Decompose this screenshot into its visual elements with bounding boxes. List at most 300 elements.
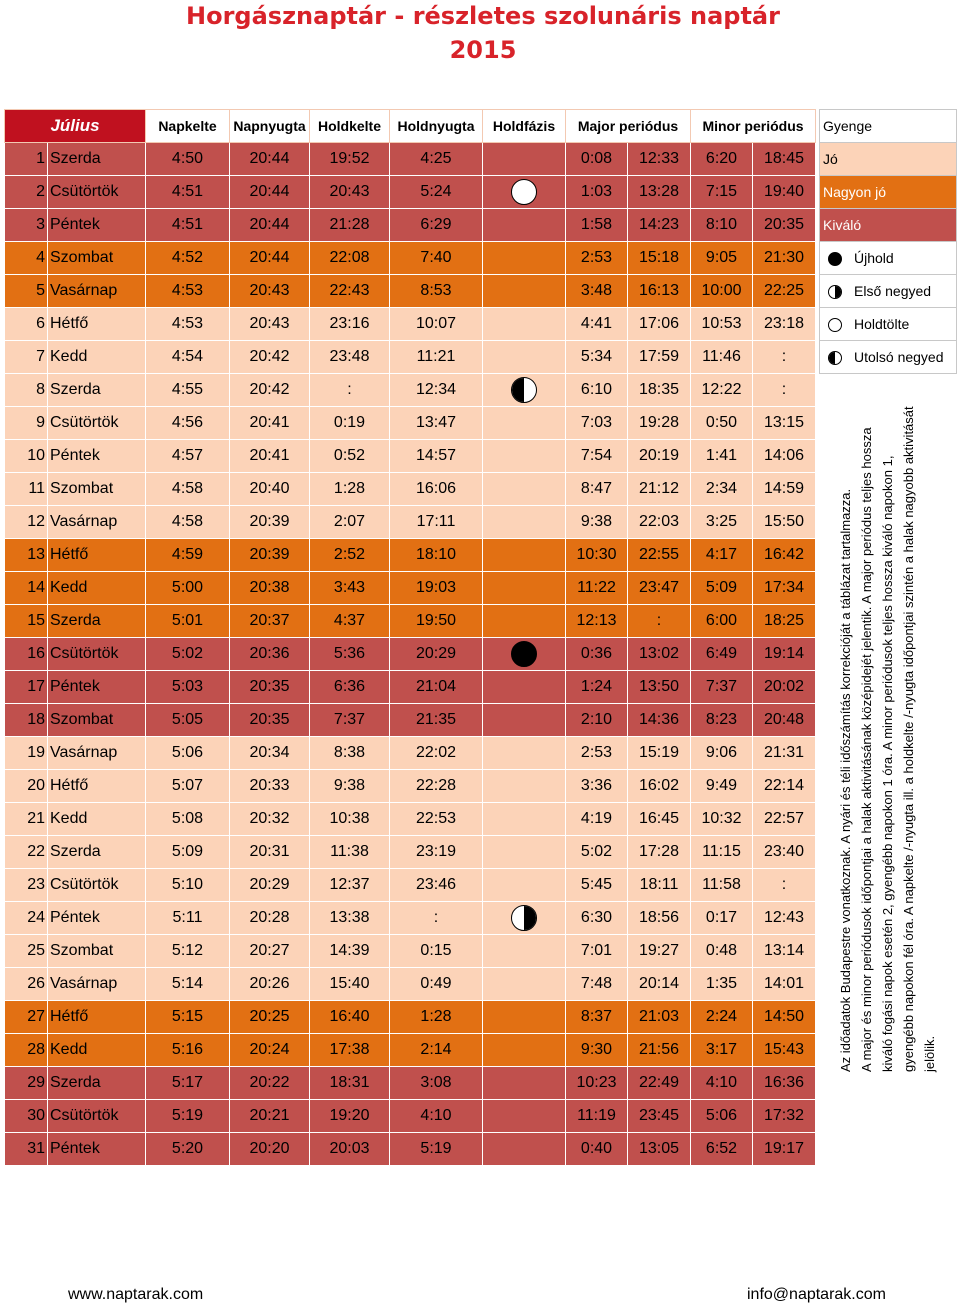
day-number: 29 — [5, 1067, 48, 1100]
major-period-1: 5:34 — [566, 341, 628, 374]
moon-phase-cell — [483, 770, 566, 803]
minor-period-2: 14:50 — [753, 1001, 816, 1034]
minor-period-1: 2:24 — [691, 1001, 753, 1034]
major-period-2: 21:56 — [628, 1034, 691, 1067]
major-period-1: 2:53 — [566, 242, 628, 275]
day-name: Csütörtök — [48, 869, 146, 902]
minor-period-1: 9:05 — [691, 242, 753, 275]
day-number: 21 — [5, 803, 48, 836]
sunrise-time: 5:10 — [146, 869, 230, 902]
moon-phase-cell — [483, 143, 566, 176]
table-row — [5, 902, 816, 935]
moon-phase-cell — [483, 341, 566, 374]
legend-phase-new — [820, 242, 957, 275]
moon-phase-cell — [483, 473, 566, 506]
day-number: 5 — [5, 275, 48, 308]
moon-phase-cell — [483, 935, 566, 968]
table-row — [5, 506, 816, 539]
moon-phase-cell — [483, 638, 566, 671]
table-row — [5, 572, 816, 605]
day-name: Szerda — [48, 605, 146, 638]
sunrise-time: 4:55 — [146, 374, 230, 407]
moon-phase-cell — [483, 836, 566, 869]
moon-phase-cell — [483, 275, 566, 308]
major-period-1: 7:01 — [566, 935, 628, 968]
moon-phase-cell — [483, 209, 566, 242]
sunrise-time: 5:07 — [146, 770, 230, 803]
minor-period-2: 21:30 — [753, 242, 816, 275]
minor-period-1: 11:46 — [691, 341, 753, 374]
sunset-time: 20:39 — [230, 539, 310, 572]
day-name: Szerda — [48, 836, 146, 869]
moonset-time: 3:08 — [390, 1067, 483, 1100]
table-row — [5, 704, 816, 737]
moonrise-time: 1:28 — [310, 473, 390, 506]
day-name: Szombat — [48, 242, 146, 275]
day-name: Szombat — [48, 704, 146, 737]
sunset-time: 20:29 — [230, 869, 310, 902]
minor-period-1: 11:58 — [691, 869, 753, 902]
moonset-time: 21:35 — [390, 704, 483, 737]
moonrise-time: 12:37 — [310, 869, 390, 902]
minor-period-1: 3:25 — [691, 506, 753, 539]
moonset-time: 16:06 — [390, 473, 483, 506]
moonset-time: 20:29 — [390, 638, 483, 671]
sunset-time: 20:22 — [230, 1067, 310, 1100]
sunrise-time: 5:17 — [146, 1067, 230, 1100]
minor-period-2: 20:02 — [753, 671, 816, 704]
moon-phase-cell — [483, 539, 566, 572]
sunset-time: 20:37 — [230, 605, 310, 638]
day-number: 30 — [5, 1100, 48, 1133]
sunrise-time: 4:58 — [146, 506, 230, 539]
major-period-2: 13:05 — [628, 1133, 691, 1166]
day-number: 9 — [5, 407, 48, 440]
table-row — [5, 605, 816, 638]
sunrise-time: 4:57 — [146, 440, 230, 473]
sunrise-time: 4:51 — [146, 209, 230, 242]
table-row — [5, 1133, 816, 1166]
minor-period-1: 8:23 — [691, 704, 753, 737]
major-period-2: 14:23 — [628, 209, 691, 242]
moonset-time: 22:53 — [390, 803, 483, 836]
table-row — [5, 671, 816, 704]
header-row — [5, 110, 816, 143]
table-row — [5, 1034, 816, 1067]
major-period-2: 22:55 — [628, 539, 691, 572]
table-row — [5, 308, 816, 341]
major-period-1: 11:22 — [566, 572, 628, 605]
day-number: 19 — [5, 737, 48, 770]
day-name: Szombat — [48, 935, 146, 968]
moonrise-time: 15:40 — [310, 968, 390, 1001]
legend-rating-gyenge: Gyenge — [820, 110, 957, 143]
minor-period-2: 18:25 — [753, 605, 816, 638]
minor-period-1: 9:06 — [691, 737, 753, 770]
minor-period-2: 14:01 — [753, 968, 816, 1001]
major-period-2: 17:59 — [628, 341, 691, 374]
minor-period-2: 12:43 — [753, 902, 816, 935]
moonrise-time: 16:40 — [310, 1001, 390, 1034]
table-row — [5, 1100, 816, 1133]
day-number: 4 — [5, 242, 48, 275]
minor-period-2: 22:25 — [753, 275, 816, 308]
day-name: Péntek — [48, 440, 146, 473]
major-period-1: 7:48 — [566, 968, 628, 1001]
major-period-1: 8:47 — [566, 473, 628, 506]
moonrise-time: 19:52 — [310, 143, 390, 176]
sunrise-time: 5:00 — [146, 572, 230, 605]
first-quarter-moon-icon — [828, 285, 842, 299]
day-name: Szombat — [48, 473, 146, 506]
moon-phase-cell — [483, 1001, 566, 1034]
major-period-1: 7:03 — [566, 407, 628, 440]
major-period-2: 18:56 — [628, 902, 691, 935]
day-name: Vasárnap — [48, 968, 146, 1001]
footer-website-link[interactable]: www.naptarak.com — [68, 1286, 204, 1303]
moonrise-time: 8:38 — [310, 737, 390, 770]
sunrise-time: 4:59 — [146, 539, 230, 572]
legend-phase-full — [820, 308, 957, 341]
sunset-time: 20:41 — [230, 407, 310, 440]
sunrise-time: 4:50 — [146, 143, 230, 176]
minor-period-2: 14:59 — [753, 473, 816, 506]
table-row — [5, 869, 816, 902]
moonset-time: 4:10 — [390, 1100, 483, 1133]
minor-period-2: 20:35 — [753, 209, 816, 242]
major-period-1: 3:36 — [566, 770, 628, 803]
major-period-1: 9:38 — [566, 506, 628, 539]
day-number: 12 — [5, 506, 48, 539]
major-period-2: : — [628, 605, 691, 638]
moonset-time: 4:25 — [390, 143, 483, 176]
minor-period-2: 15:43 — [753, 1034, 816, 1067]
minor-period-2: 23:18 — [753, 308, 816, 341]
moonset-time: 18:10 — [390, 539, 483, 572]
moon-phase-cell — [483, 803, 566, 836]
table-row — [5, 737, 816, 770]
day-number: 16 — [5, 638, 48, 671]
day-name: Péntek — [48, 671, 146, 704]
sunset-time: 20:34 — [230, 737, 310, 770]
day-number: 31 — [5, 1133, 48, 1166]
day-number: 6 — [5, 308, 48, 341]
moonrise-time: 10:38 — [310, 803, 390, 836]
minor-period-1: 6:00 — [691, 605, 753, 638]
major-period-1: 4:41 — [566, 308, 628, 341]
note-line: kiváló fogási napok esetén 2, gyengébb napokon 1 óra. A minor periódusok teljes hossza kiváló napokon 1, — [880, 455, 895, 1072]
table-row — [5, 1067, 816, 1100]
moon-phase-cell — [483, 407, 566, 440]
major-period-2: 20:14 — [628, 968, 691, 1001]
moonset-time: 12:34 — [390, 374, 483, 407]
sunset-time: 20:43 — [230, 308, 310, 341]
minor-period-2: 14:06 — [753, 440, 816, 473]
major-period-1: 3:48 — [566, 275, 628, 308]
moonset-time: 19:03 — [390, 572, 483, 605]
day-name: Csütörtök — [48, 638, 146, 671]
major-period-1: 2:10 — [566, 704, 628, 737]
minor-period-2: 17:32 — [753, 1100, 816, 1133]
minor-period-2: : — [753, 341, 816, 374]
sunrise-time: 4:51 — [146, 176, 230, 209]
page-title: Horgásznaptár - részletes szolunáris naptár — [186, 2, 780, 30]
moon-phase-cell — [483, 704, 566, 737]
footer-email-link[interactable]: info@naptarak.com — [747, 1286, 886, 1303]
day-number: 10 — [5, 440, 48, 473]
minor-period-2: 21:31 — [753, 737, 816, 770]
moon-phase-cell — [483, 737, 566, 770]
note-line: A major és minor periódusok időpontjai a halak aktivitásának középidejét jelentik. A major periódus teljes hossza — [859, 427, 874, 1072]
col-header-sunrise: Napkelte — [146, 110, 230, 143]
sunset-time: 20:36 — [230, 638, 310, 671]
major-period-1: 6:30 — [566, 902, 628, 935]
major-period-2: 21:12 — [628, 473, 691, 506]
minor-period-1: 10:53 — [691, 308, 753, 341]
moon-phase-cell — [483, 1034, 566, 1067]
day-name: Vasárnap — [48, 737, 146, 770]
day-name: Péntek — [48, 1133, 146, 1166]
sunrise-time: 4:54 — [146, 341, 230, 374]
major-period-1: 0:40 — [566, 1133, 628, 1166]
sunrise-time: 5:03 — [146, 671, 230, 704]
sunset-time: 20:33 — [230, 770, 310, 803]
moon-phase-cell — [483, 1067, 566, 1100]
major-period-1: 9:30 — [566, 1034, 628, 1067]
moon-phase-cell — [483, 869, 566, 902]
day-number: 26 — [5, 968, 48, 1001]
day-number: 11 — [5, 473, 48, 506]
major-period-1: 11:19 — [566, 1100, 628, 1133]
day-number: 24 — [5, 902, 48, 935]
minor-period-1: 4:17 — [691, 539, 753, 572]
moonset-time: 22:02 — [390, 737, 483, 770]
table-row — [5, 968, 816, 1001]
sunrise-time: 5:06 — [146, 737, 230, 770]
minor-period-1: 6:52 — [691, 1133, 753, 1166]
day-number: 14 — [5, 572, 48, 605]
sunset-time: 20:20 — [230, 1133, 310, 1166]
minor-period-2: 19:40 — [753, 176, 816, 209]
sunrise-time: 4:53 — [146, 275, 230, 308]
minor-period-2: 23:40 — [753, 836, 816, 869]
minor-period-2: 22:57 — [753, 803, 816, 836]
last-quarter-moon-icon — [828, 351, 842, 365]
day-number: 22 — [5, 836, 48, 869]
moonset-time: 8:53 — [390, 275, 483, 308]
moonrise-time: 22:08 — [310, 242, 390, 275]
minor-period-2: 16:42 — [753, 539, 816, 572]
sunset-time: 20:21 — [230, 1100, 310, 1133]
moonrise-time: 21:28 — [310, 209, 390, 242]
table-row — [5, 1001, 816, 1034]
moonrise-time: 13:38 — [310, 902, 390, 935]
minor-period-2: 17:34 — [753, 572, 816, 605]
moonrise-time: 20:43 — [310, 176, 390, 209]
note-line: Az időadatok Budapestre vonatkoznak. A nyári és téli időszámítás korrekcióját a táblázat tartalmazza. — [838, 488, 853, 1072]
sunset-time: 20:26 — [230, 968, 310, 1001]
major-period-1: 10:23 — [566, 1067, 628, 1100]
sunrise-time: 4:58 — [146, 473, 230, 506]
first-quarter-moon-icon — [511, 905, 537, 931]
moon-phase-cell — [483, 440, 566, 473]
col-header-moon-phase: Holdfázis — [483, 110, 566, 143]
minor-period-1: 9:49 — [691, 770, 753, 803]
note-line: gyengébb napokon fél óra. A napkelte /-nyugta ill. a holdkelte /-nyugta időpontjai szintén a halak nagyobb aktivitását — [901, 406, 916, 1072]
moon-phase-cell — [483, 605, 566, 638]
month-header: Július — [5, 110, 146, 143]
day-name: Szerda — [48, 374, 146, 407]
moonrise-time: 6:36 — [310, 671, 390, 704]
major-period-1: 2:53 — [566, 737, 628, 770]
sunrise-time: 5:01 — [146, 605, 230, 638]
minor-period-2: : — [753, 869, 816, 902]
sunset-time: 20:35 — [230, 671, 310, 704]
day-name: Csütörtök — [48, 176, 146, 209]
moonrise-time: 23:16 — [310, 308, 390, 341]
sunrise-time: 5:12 — [146, 935, 230, 968]
moonset-time: 14:57 — [390, 440, 483, 473]
major-period-2: 16:02 — [628, 770, 691, 803]
major-period-1: 6:10 — [566, 374, 628, 407]
day-name: Kedd — [48, 1034, 146, 1067]
day-number: 18 — [5, 704, 48, 737]
major-period-2: 18:35 — [628, 374, 691, 407]
minor-period-1: 12:22 — [691, 374, 753, 407]
major-period-1: 5:45 — [566, 869, 628, 902]
major-period-2: 20:19 — [628, 440, 691, 473]
full-moon-icon — [828, 318, 842, 332]
sunrise-time: 5:11 — [146, 902, 230, 935]
major-period-2: 18:11 — [628, 869, 691, 902]
moonrise-time: 2:07 — [310, 506, 390, 539]
major-period-2: 19:28 — [628, 407, 691, 440]
legend-phase-full-label: Holdtölte — [854, 315, 910, 332]
moonset-time: : — [390, 902, 483, 935]
sunrise-time: 5:08 — [146, 803, 230, 836]
sunset-time: 20:28 — [230, 902, 310, 935]
page-year: 2015 — [449, 36, 517, 64]
moonrise-time: 23:48 — [310, 341, 390, 374]
minor-period-1: 2:34 — [691, 473, 753, 506]
moonrise-time: 14:39 — [310, 935, 390, 968]
legend-rating-jo: Jó — [820, 143, 957, 176]
day-number: 23 — [5, 869, 48, 902]
minor-period-1: 5:06 — [691, 1100, 753, 1133]
sunrise-time: 5:14 — [146, 968, 230, 1001]
full-moon-icon — [511, 179, 537, 205]
sunrise-time: 4:53 — [146, 308, 230, 341]
day-number: 15 — [5, 605, 48, 638]
table-row — [5, 473, 816, 506]
moonrise-time: 9:38 — [310, 770, 390, 803]
major-period-2: 12:33 — [628, 143, 691, 176]
table-row — [5, 176, 816, 209]
sunrise-time: 4:56 — [146, 407, 230, 440]
legend-phase-new-label: Újhold — [854, 249, 894, 266]
moonrise-time: 17:38 — [310, 1034, 390, 1067]
moonset-time: 13:47 — [390, 407, 483, 440]
moonset-time: 11:21 — [390, 341, 483, 374]
table-row — [5, 440, 816, 473]
major-period-2: 21:03 — [628, 1001, 691, 1034]
day-name: Kedd — [48, 572, 146, 605]
day-number: 25 — [5, 935, 48, 968]
col-header-moonrise: Holdkelte — [310, 110, 390, 143]
minor-period-1: 0:17 — [691, 902, 753, 935]
note-line: jelölik. — [922, 1035, 937, 1072]
table-row — [5, 770, 816, 803]
minor-period-1: 4:10 — [691, 1067, 753, 1100]
day-name: Hétfő — [48, 308, 146, 341]
moonset-time: 6:29 — [390, 209, 483, 242]
sunset-time: 20:27 — [230, 935, 310, 968]
sunrise-time: 4:52 — [146, 242, 230, 275]
moonset-time: 21:04 — [390, 671, 483, 704]
major-period-1: 8:37 — [566, 1001, 628, 1034]
moonset-time: 23:19 — [390, 836, 483, 869]
day-number: 27 — [5, 1001, 48, 1034]
moonrise-time: 7:37 — [310, 704, 390, 737]
sunset-time: 20:24 — [230, 1034, 310, 1067]
moonset-time: 0:15 — [390, 935, 483, 968]
minor-period-2: 20:48 — [753, 704, 816, 737]
sunset-time: 20:44 — [230, 176, 310, 209]
moonset-time: 1:28 — [390, 1001, 483, 1034]
moonrise-time: 5:36 — [310, 638, 390, 671]
sunset-time: 20:44 — [230, 242, 310, 275]
table-row — [5, 374, 816, 407]
moonset-time: 2:14 — [390, 1034, 483, 1067]
sunrise-time: 5:20 — [146, 1133, 230, 1166]
minor-period-1: 5:09 — [691, 572, 753, 605]
major-period-2: 15:19 — [628, 737, 691, 770]
legend-rating-nagyon-jo: Nagyon jó — [820, 176, 957, 209]
minor-period-1: 8:10 — [691, 209, 753, 242]
sunrise-time: 5:09 — [146, 836, 230, 869]
major-period-2: 23:47 — [628, 572, 691, 605]
day-name: Hétfő — [48, 770, 146, 803]
moonset-time: 5:24 — [390, 176, 483, 209]
sunset-time: 20:39 — [230, 506, 310, 539]
minor-period-1: 3:17 — [691, 1034, 753, 1067]
moonrise-time: 3:43 — [310, 572, 390, 605]
moonrise-time: 19:20 — [310, 1100, 390, 1133]
day-number: 28 — [5, 1034, 48, 1067]
major-period-1: 1:03 — [566, 176, 628, 209]
sunset-time: 20:43 — [230, 275, 310, 308]
sunset-time: 20:35 — [230, 704, 310, 737]
major-period-1: 1:24 — [566, 671, 628, 704]
moonrise-time: 0:19 — [310, 407, 390, 440]
table-row — [5, 209, 816, 242]
moonrise-time: 20:03 — [310, 1133, 390, 1166]
major-period-1: 10:30 — [566, 539, 628, 572]
major-period-2: 13:50 — [628, 671, 691, 704]
day-name: Kedd — [48, 803, 146, 836]
calendar-body — [5, 143, 816, 1166]
minor-period-1: 1:35 — [691, 968, 753, 1001]
major-period-1: 0:08 — [566, 143, 628, 176]
minor-period-1: 7:15 — [691, 176, 753, 209]
day-number: 13 — [5, 539, 48, 572]
sunrise-time: 5:15 — [146, 1001, 230, 1034]
legend-phase-last-label: Utolsó negyed — [854, 348, 944, 365]
moonset-time: 19:50 — [390, 605, 483, 638]
major-period-1: 4:19 — [566, 803, 628, 836]
moonrise-time: 18:31 — [310, 1067, 390, 1100]
day-name: Hétfő — [48, 1001, 146, 1034]
